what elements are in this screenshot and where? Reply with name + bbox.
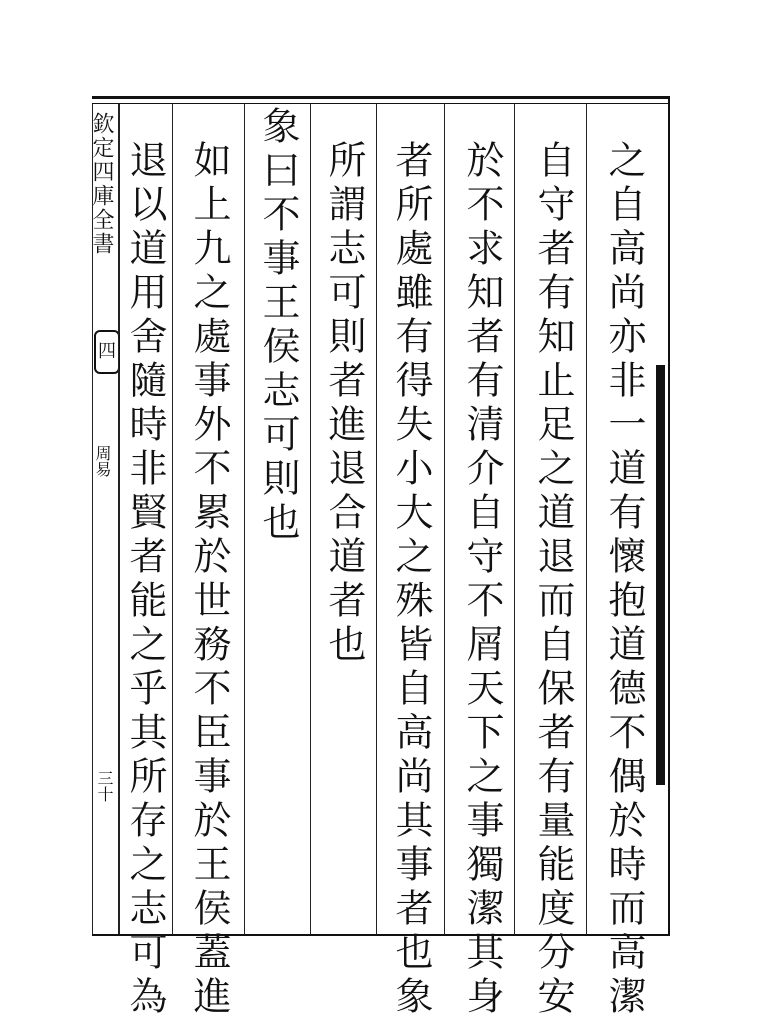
column-divider [586,104,587,934]
page-frame-bottom-border [92,934,670,936]
text-column-8: 退以道用舍隨時非賢者能之乎其所存之志可為 [123,140,167,1020]
text-column-3: 於不求知者有清介自守不屑天下之事獨潔其身 [460,140,504,1020]
column-divider [444,104,445,934]
page-frame-right-border [668,96,670,936]
margin-chapter-marker: 四 [94,330,120,374]
text-column-5: 所謂志可則者進退合道者也 [322,140,366,668]
margin-book-title: 欽定四庫全書 [89,112,114,256]
margin-page-number: 三十 [95,770,114,802]
column-divider [376,104,377,934]
margin-section-label: 周易 [93,445,112,477]
text-column-4: 者所處雖有得失小大之殊皆自高尚其事者也象 [389,140,433,1020]
column-divider [514,104,515,934]
page-frame-top-border [92,96,668,99]
column-divider [244,104,245,934]
binding-edge-bar [656,365,665,785]
page-frame-inner-top-border [92,103,668,104]
text-column-2: 自守者有知止足之道退而自保者有量能度分安 [531,140,575,1020]
column-divider [310,104,311,934]
text-column-7: 如上九之處事外不累於世務不臣事於王侯蓋進 [187,140,231,1020]
column-divider [172,104,173,934]
text-column-1: 之自高尚亦非一道有懷抱道德不偶於時而高潔 [602,140,646,1020]
text-column-6: 象曰不事王侯志可則也 [256,106,300,546]
